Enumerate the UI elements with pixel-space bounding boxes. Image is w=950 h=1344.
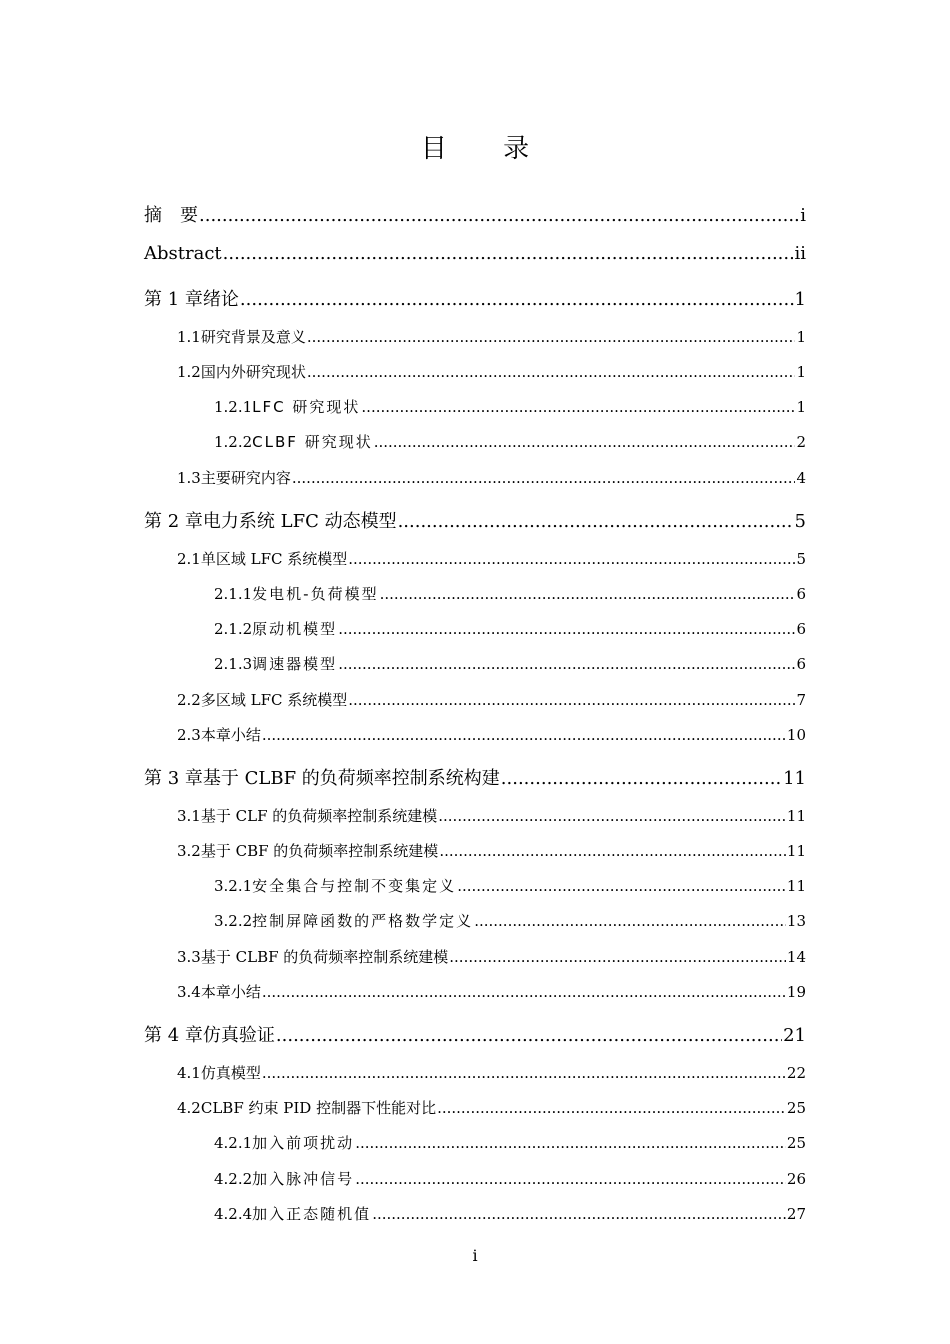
toc-entry-page: 21	[783, 1025, 806, 1046]
toc-entry-title: 主要研究内容	[200, 469, 291, 487]
toc-entry-number: 第 2 章	[144, 511, 203, 532]
toc-entry-page: 13	[786, 912, 806, 930]
toc-entry-title: 绪论	[202, 289, 239, 310]
page-title: 目 录	[420, 134, 554, 164]
toc-entry-page: 6	[796, 655, 806, 673]
toc-entry[interactable]	[214, 431, 806, 452]
toc-entry-number: 1.2.2	[214, 433, 253, 451]
toc-entry-title: 安全集合与控制不变集定义	[252, 877, 457, 895]
toc-entry-page: 1	[796, 398, 806, 416]
toc-entry-number: 3.2	[177, 842, 201, 860]
toc-entry-title: 摘 要	[144, 205, 198, 226]
toc-entry-title: LFC 研究现状	[252, 398, 361, 416]
dot-leader	[223, 243, 794, 261]
toc-entry[interactable]	[214, 653, 806, 674]
dot-leader	[348, 691, 795, 706]
toc-entry-page: ii	[794, 243, 806, 264]
toc-entry-page: 11	[786, 877, 806, 895]
toc-entry[interactable]	[177, 361, 806, 382]
toc-entry-title: 基于 CBF 的负荷频率控制系统建模	[200, 842, 439, 860]
toc-entry[interactable]	[177, 326, 806, 347]
dot-leader	[292, 469, 796, 484]
toc-entry-number: 2.1	[177, 550, 201, 568]
toc-entry-title: 加入脉冲信号	[252, 1170, 355, 1188]
toc-entry[interactable]	[214, 583, 806, 604]
toc-entry[interactable]	[144, 764, 806, 790]
toc-entry-number: 第 1 章	[144, 289, 203, 310]
toc-entry-page: 1	[794, 289, 806, 310]
toc-entry-title: 基于 CLBF 的负荷频率控制系统建模	[200, 948, 449, 966]
toc-entry-title: 多区域 LFC 系统模型	[200, 691, 348, 709]
dot-leader	[240, 289, 794, 307]
toc-entry-page: 11	[786, 807, 806, 825]
toc-entry-title: Abstract	[144, 243, 222, 264]
toc-entry-title: 基于 CLBF 的负荷频率控制系统构建	[202, 768, 500, 789]
toc-entry-page: i	[800, 205, 806, 226]
toc-entry[interactable]	[177, 548, 806, 569]
toc-entry-number: 4.1	[177, 1064, 201, 1082]
dot-leader	[355, 1170, 786, 1185]
toc-entry[interactable]	[144, 201, 806, 227]
toc-entry-number: 3.2.1	[214, 877, 253, 895]
toc-entry[interactable]	[177, 840, 806, 861]
toc-entry-number: 3.4	[177, 983, 201, 1001]
toc-entry-page: 27	[786, 1205, 806, 1223]
dot-leader	[338, 655, 795, 670]
toc-entry-page: 6	[796, 620, 806, 638]
toc-entry-title: 单区域 LFC 系统模型	[200, 550, 348, 568]
dot-leader	[372, 1205, 786, 1220]
toc-entry-number: 1.3	[177, 469, 201, 487]
dot-leader	[262, 1064, 786, 1079]
toc-entry-title: 调速器模型	[252, 655, 338, 673]
toc-entry-page: 11	[786, 842, 806, 860]
toc-entry-page: 14	[786, 948, 806, 966]
toc-entry-title: 仿真模型	[200, 1064, 261, 1082]
dot-leader	[437, 1099, 786, 1114]
toc-entry[interactable]	[144, 1021, 806, 1047]
toc-entry[interactable]	[177, 689, 806, 710]
toc-entry-title: 本章小结	[200, 726, 261, 744]
toc-entry-page: 25	[786, 1099, 806, 1117]
dot-leader	[355, 1134, 786, 1149]
toc-entry[interactable]	[214, 1132, 806, 1153]
toc-entry[interactable]	[177, 946, 806, 967]
toc-entry-number: 3.3	[177, 948, 201, 966]
toc-entry-number: 2.1.2	[214, 620, 253, 638]
toc-entry-title: 加入正态随机值	[252, 1205, 372, 1223]
dot-leader	[199, 205, 799, 223]
toc-entry-number: 2.3	[177, 726, 201, 744]
toc-entry-title: 原动机模型	[252, 620, 338, 638]
toc-entry[interactable]	[214, 618, 806, 639]
toc-entry-title: 发电机-负荷模型	[252, 585, 379, 603]
toc-entry-page: 5	[794, 511, 806, 532]
toc-entry-number: 4.2.1	[214, 1134, 253, 1152]
toc-entry[interactable]	[177, 467, 806, 488]
toc-entry-number: 1.2	[177, 363, 201, 381]
dot-leader	[439, 842, 786, 857]
dot-leader	[474, 912, 786, 927]
toc-entry-page: 26	[786, 1170, 806, 1188]
dot-leader	[307, 363, 796, 378]
dot-leader	[501, 768, 782, 786]
dot-leader	[262, 726, 786, 741]
toc-entry[interactable]	[214, 910, 806, 931]
dot-leader	[361, 398, 795, 413]
toc-entry-number: 第 4 章	[144, 1025, 203, 1046]
toc-entry[interactable]	[214, 396, 806, 417]
toc-entry-title: CLBF 约束 PID 控制器下性能对比	[200, 1099, 437, 1117]
toc-entry-number: 1.2.1	[214, 398, 253, 416]
toc-entry[interactable]	[214, 1203, 806, 1224]
toc-entry-title: CLBF 研究现状	[252, 433, 373, 451]
toc-entry[interactable]	[144, 243, 806, 264]
toc-entry[interactable]	[214, 875, 806, 896]
dot-leader	[307, 328, 796, 343]
toc-entry[interactable]	[177, 1097, 806, 1118]
toc-entry-title: 本章小结	[200, 983, 261, 1001]
toc-entry-title: 研究背景及意义	[200, 328, 306, 346]
toc-entry-page: 7	[796, 691, 806, 709]
dot-leader	[338, 620, 795, 635]
dot-leader	[380, 585, 796, 600]
toc-entry-page: 2	[796, 433, 806, 451]
toc-entry-number: 4.2.2	[214, 1170, 253, 1188]
toc-entry-title: 电力系统 LFC 动态模型	[202, 511, 397, 532]
toc-entry-page: 19	[786, 983, 806, 1001]
toc-entry-number: 4.2.4	[214, 1205, 253, 1223]
toc-entry-page: 1	[796, 328, 806, 346]
toc-entry-page: 5	[796, 550, 806, 568]
toc-entry[interactable]	[144, 285, 806, 311]
toc-entry-title: 加入前项扰动	[252, 1134, 355, 1152]
toc-entry[interactable]	[214, 1168, 806, 1189]
toc-entry-title: 仿真验证	[202, 1025, 275, 1046]
toc-entry-number: 1.1	[177, 328, 201, 346]
toc-entry[interactable]	[177, 1062, 806, 1083]
toc-entry-title: 国内外研究现状	[200, 363, 306, 381]
toc-entry-page: 1	[796, 363, 806, 381]
dot-leader	[398, 511, 794, 529]
toc-entry-title: 基于 CLF 的负荷频率控制系统建模	[200, 807, 438, 825]
toc-entry[interactable]	[177, 981, 806, 1002]
dot-leader	[276, 1025, 782, 1043]
toc-entry[interactable]	[177, 724, 806, 745]
dot-leader	[348, 550, 795, 565]
toc-entry-number: 第 3 章	[144, 768, 203, 789]
toc-entry[interactable]	[177, 805, 806, 826]
toc-entry-number: 3.1	[177, 807, 201, 825]
toc-entry-number: 4.2	[177, 1099, 201, 1117]
toc-entry-page: 10	[786, 726, 806, 744]
toc-entry-page: 25	[786, 1134, 806, 1152]
toc-entry-page: 6	[796, 585, 806, 603]
dot-leader	[374, 433, 796, 448]
page-number: i	[472, 1246, 478, 1265]
toc-entry-number: 2.1.3	[214, 655, 253, 673]
toc-entry-number: 2.2	[177, 691, 201, 709]
dot-leader	[449, 948, 786, 963]
toc-entry-page: 4	[796, 469, 806, 487]
toc-entry-page: 11	[783, 768, 806, 789]
dot-leader	[457, 877, 786, 892]
toc-entry-page: 22	[786, 1064, 806, 1082]
dot-leader	[262, 983, 786, 998]
toc-entry-number: 2.1.1	[214, 585, 253, 603]
toc-entry[interactable]	[144, 507, 806, 533]
toc-entry-title: 控制屏障函数的严格数学定义	[252, 912, 474, 930]
toc-entry-number: 3.2.2	[214, 912, 253, 930]
dot-leader	[438, 807, 786, 822]
